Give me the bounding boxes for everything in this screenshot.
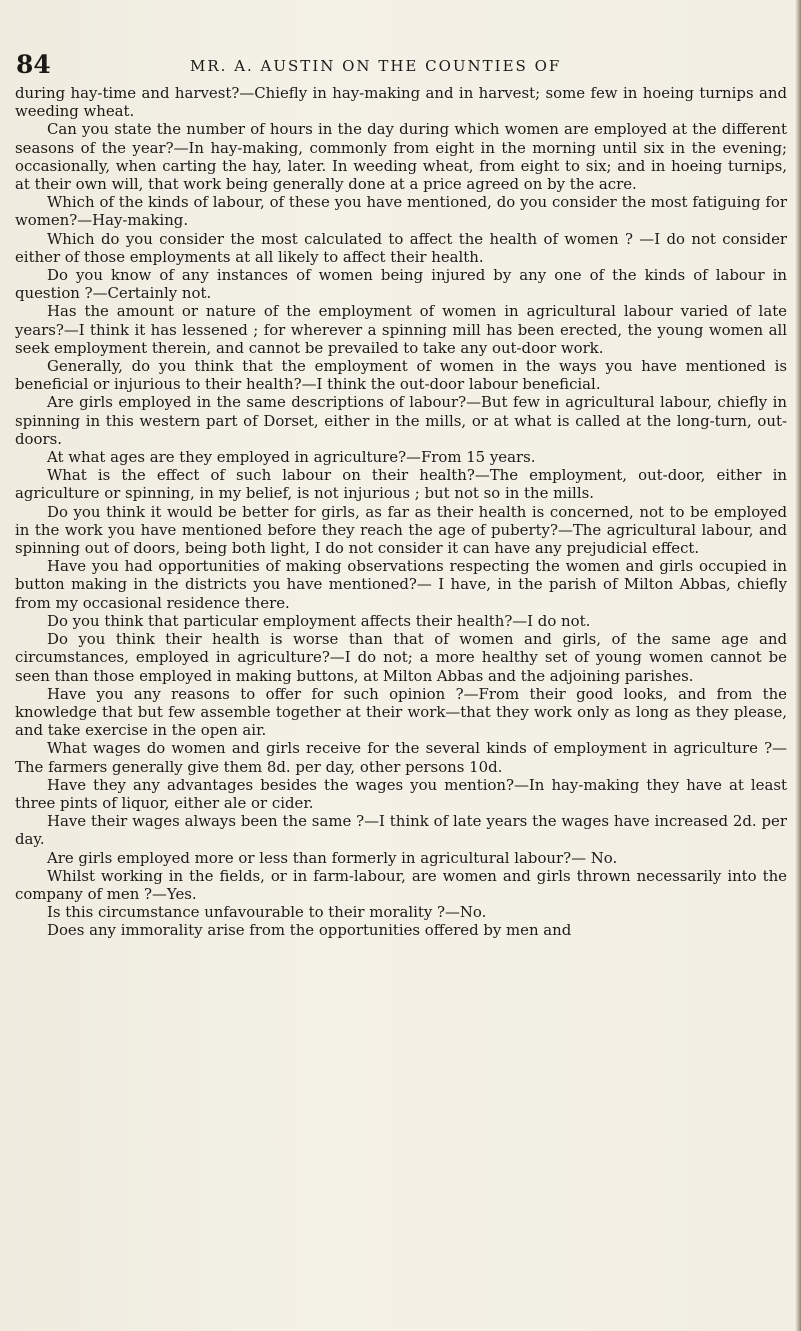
paragraph: Are girls employed in the same descriptions of labour?—But few in agricultural labour, chiefly in spinning in this western part of Dorset, either in the mills, or at what is called at the long-turn, out-doors. xyxy=(15,393,787,448)
paragraph: What is the effect of such labour on their health?—The employment, out-door, either in agriculture or spinning, in my belief, is not injurious ; but not so in the mills. xyxy=(15,466,787,503)
paragraph: Do you know of any instances of women being injured by any one of the kinds of labour in question ?—Certainly not. xyxy=(15,266,787,303)
paragraph: Can you state the number of hours in the day during which women are employed at the different seasons of the year?—In hay-making, commonly from eight in the morning until six in the evening; occasionally, when carting the hay, later. In weeding wheat, from eight to six; and in hoeing turnips, at their own will, that work being generally done at a price agreed on by the acre. xyxy=(15,120,787,194)
paragraph: Is this circumstance unfavourable to their morality ?—No. xyxy=(47,903,487,922)
paragraph: Does any immorality arise from the opportunities offered by men and xyxy=(47,921,572,940)
paragraph: Which do you consider the most calculated to affect the health of women ? —I do not consider either of those employments at all likely to affect their health. xyxy=(15,229,787,266)
paragraph: Has the amount or nature of the employment of women in agricultural labour varied of late years?—I think it has lessened ; for wherever a spinning mill has been erected, the young women all seek employment therein, and cannot be prevailed to take any out-door work. xyxy=(15,302,787,357)
paragraph: Have their wages always been the same ?—I think of late years the wages have increased 2d. per day. xyxy=(15,812,787,849)
paragraph: Do you think it would be better for girls, as far as their health is concerned, not to be employed in the work you have mentioned before they reach the age of puberty?—The agricultural labour, and spinning out of doors, being both light, I do not consider it can have any prejudicial effect. xyxy=(15,502,787,558)
paragraph: Whilst working in the fields, or in farm-labour, are women and girls thrown necessarily into the company of men ?—Yes. xyxy=(15,866,787,903)
page-number: 84 xyxy=(16,50,51,79)
running-head: MR. A. AUSTIN ON THE COUNTIES OF xyxy=(190,57,562,75)
paragraph: At what ages are they employed in agriculture?—From 15 years. xyxy=(47,448,536,467)
paragraph: Have you had opportunities of making observations respecting the women and girls occupied in button making in the districts you have mentioned?— I have, in the parish of Milton Abbas, chiefly from my occasional residence there. xyxy=(15,557,787,612)
paragraph: Which of the kinds of labour, of these you have mentioned, do you consider the most fatiguing for women?—Hay-making. xyxy=(15,193,787,230)
paragraph: Do you think that particular employment affects their health?—I do not. xyxy=(47,611,591,630)
page-edge-shadow xyxy=(795,0,801,1331)
paragraph: Generally, do you think that the employment of women in the ways you have mentioned is beneficial or injurious to their health?—I think the out-door labour beneficial. xyxy=(15,357,787,394)
paragraph: during hay-time and harvest?—Chiefly in hay-making and in harvest; some few in hoeing turnips and weeding wheat. xyxy=(15,84,787,121)
paragraph: Have you any reasons to offer for such opinion ?—From their good looks, and from the knowledge that but few assemble together at their work—that they work only as long as they please, and take exercise in the open air. xyxy=(15,684,787,740)
paragraph: What wages do women and girls receive for the several kinds of employment in agriculture ?—The farmers generally give them 8d. per day, other persons 10d. xyxy=(15,739,787,776)
paragraph: Have they any advantages besides the wages you mention?—In hay-making they have at least three pints of liquor, either ale or cider. xyxy=(15,775,787,812)
paragraph: Do you think their health is worse than that of women and girls, of the same age and circumstances, employed in agriculture?—I do not; a more healthy set of young women cannot be seen than those employed in making buttons, at Milton Abbas and the adjoining parishes. xyxy=(15,630,787,685)
paragraph: Are girls employed more or less than formerly in agricultural labour?— No. xyxy=(47,848,618,867)
body-text xyxy=(15,84,787,940)
